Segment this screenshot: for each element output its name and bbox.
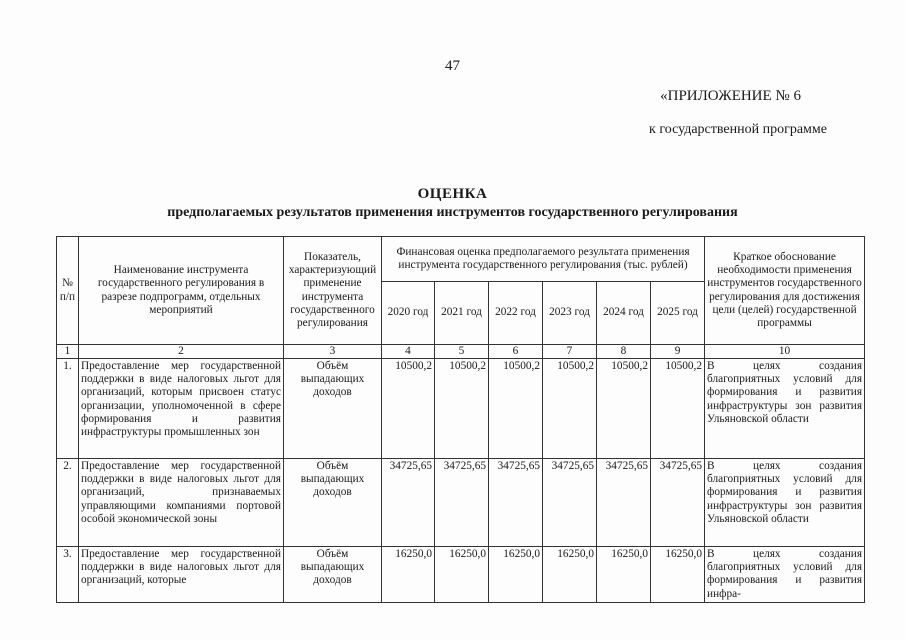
header-year: 2021 год <box>435 282 489 345</box>
header-year: 2023 год <box>543 282 597 345</box>
row-value: 16250,0 <box>543 547 597 603</box>
row-justification: В целях создания благоприятных условий для формирования и развития инфраструктуры зон развития Ульяновской области <box>705 359 865 459</box>
header-instrument: Наименование инструмента государственного регулирования в разрезе подпрограмм, отдельных мероприятий <box>79 237 284 345</box>
page-number: 47 <box>445 58 460 74</box>
column-number: 9 <box>651 345 705 359</box>
row-value: 34725,65 <box>543 459 597 547</box>
row-value: 16250,0 <box>597 547 651 603</box>
row-value: 10500,2 <box>597 359 651 459</box>
row-number: 3. <box>57 547 79 603</box>
row-value: 34725,65 <box>382 459 435 547</box>
row-number: 1. <box>57 359 79 459</box>
row-value: 10500,2 <box>489 359 543 459</box>
column-number: 4 <box>382 345 435 359</box>
row-value: 34725,65 <box>651 459 705 547</box>
column-number: 5 <box>435 345 489 359</box>
header-indicator: Показатель, характеризующий применение инструмента государственного регулирования <box>284 237 382 345</box>
row-indicator: Объём выпадающих доходов <box>284 459 382 547</box>
row-value: 34725,65 <box>489 459 543 547</box>
row-value: 10500,2 <box>382 359 435 459</box>
column-number: 7 <box>543 345 597 359</box>
row-value: 34725,65 <box>435 459 489 547</box>
header-year: 2020 год <box>382 282 435 345</box>
header-num: № п/п <box>57 237 79 345</box>
table-row <box>57 459 865 547</box>
row-value: 10500,2 <box>435 359 489 459</box>
row-instrument: Предоставление мер государственной поддержки в виде налоговых льгот для организаций, признаваемых управляющими компаниями портовой особой экономической зоны <box>79 459 284 547</box>
regulation-table <box>56 236 865 603</box>
header-year: 2024 год <box>597 282 651 345</box>
column-number: 6 <box>489 345 543 359</box>
header-justification: Краткое обоснование необходимости применения инструментов государственного регулирования для достижения цели (целей) государственной программы <box>705 237 865 345</box>
column-number-row <box>57 345 865 359</box>
row-justification: В целях создания благоприятных условий для формирования и развития инфра- <box>705 547 865 603</box>
row-value: 10500,2 <box>543 359 597 459</box>
row-instrument: Предоставление мер государственной поддержки в виде налоговых льгот для организаций, которым присвоен статус организации, уполномоченной в сфере формирования и развития инфраструктуры промышленных зон <box>79 359 284 459</box>
header-financial: Финансовая оценка предполагаемого результата применения инструмента государственного регулирования (тыс. рублей) <box>382 237 705 282</box>
column-number: 1 <box>57 345 79 359</box>
header-year: 2022 год <box>489 282 543 345</box>
document-title: ОЦЕНКА <box>417 186 488 202</box>
row-instrument: Предоставление мер государственной поддержки в виде налоговых льгот для организаций, которые <box>79 547 284 603</box>
row-indicator: Объём выпадающих доходов <box>284 547 382 603</box>
row-indicator: Объём выпадающих доходов <box>284 359 382 459</box>
appendix-label: «ПРИЛОЖЕНИЕ № 6 <box>660 88 801 104</box>
row-value: 34725,65 <box>597 459 651 547</box>
document-subtitle: предполагаемых результатов применения инструментов государственного регулирования <box>167 205 738 220</box>
header-row <box>57 237 865 282</box>
row-value: 10500,2 <box>651 359 705 459</box>
program-label: к государственной программе <box>649 122 827 137</box>
column-number: 3 <box>284 345 382 359</box>
row-value: 16250,0 <box>435 547 489 603</box>
column-number: 2 <box>79 345 284 359</box>
row-number: 2. <box>57 459 79 547</box>
column-number: 10 <box>705 345 865 359</box>
row-value: 16250,0 <box>651 547 705 603</box>
column-number: 8 <box>597 345 651 359</box>
row-value: 16250,0 <box>489 547 543 603</box>
row-justification: В целях создания благоприятных условий для формирования и развития инфраструктуры зон развития Ульяновской области <box>705 459 865 547</box>
row-value: 16250,0 <box>382 547 435 603</box>
table-row <box>57 359 865 459</box>
table-row <box>57 547 865 603</box>
header-year: 2025 год <box>651 282 705 345</box>
